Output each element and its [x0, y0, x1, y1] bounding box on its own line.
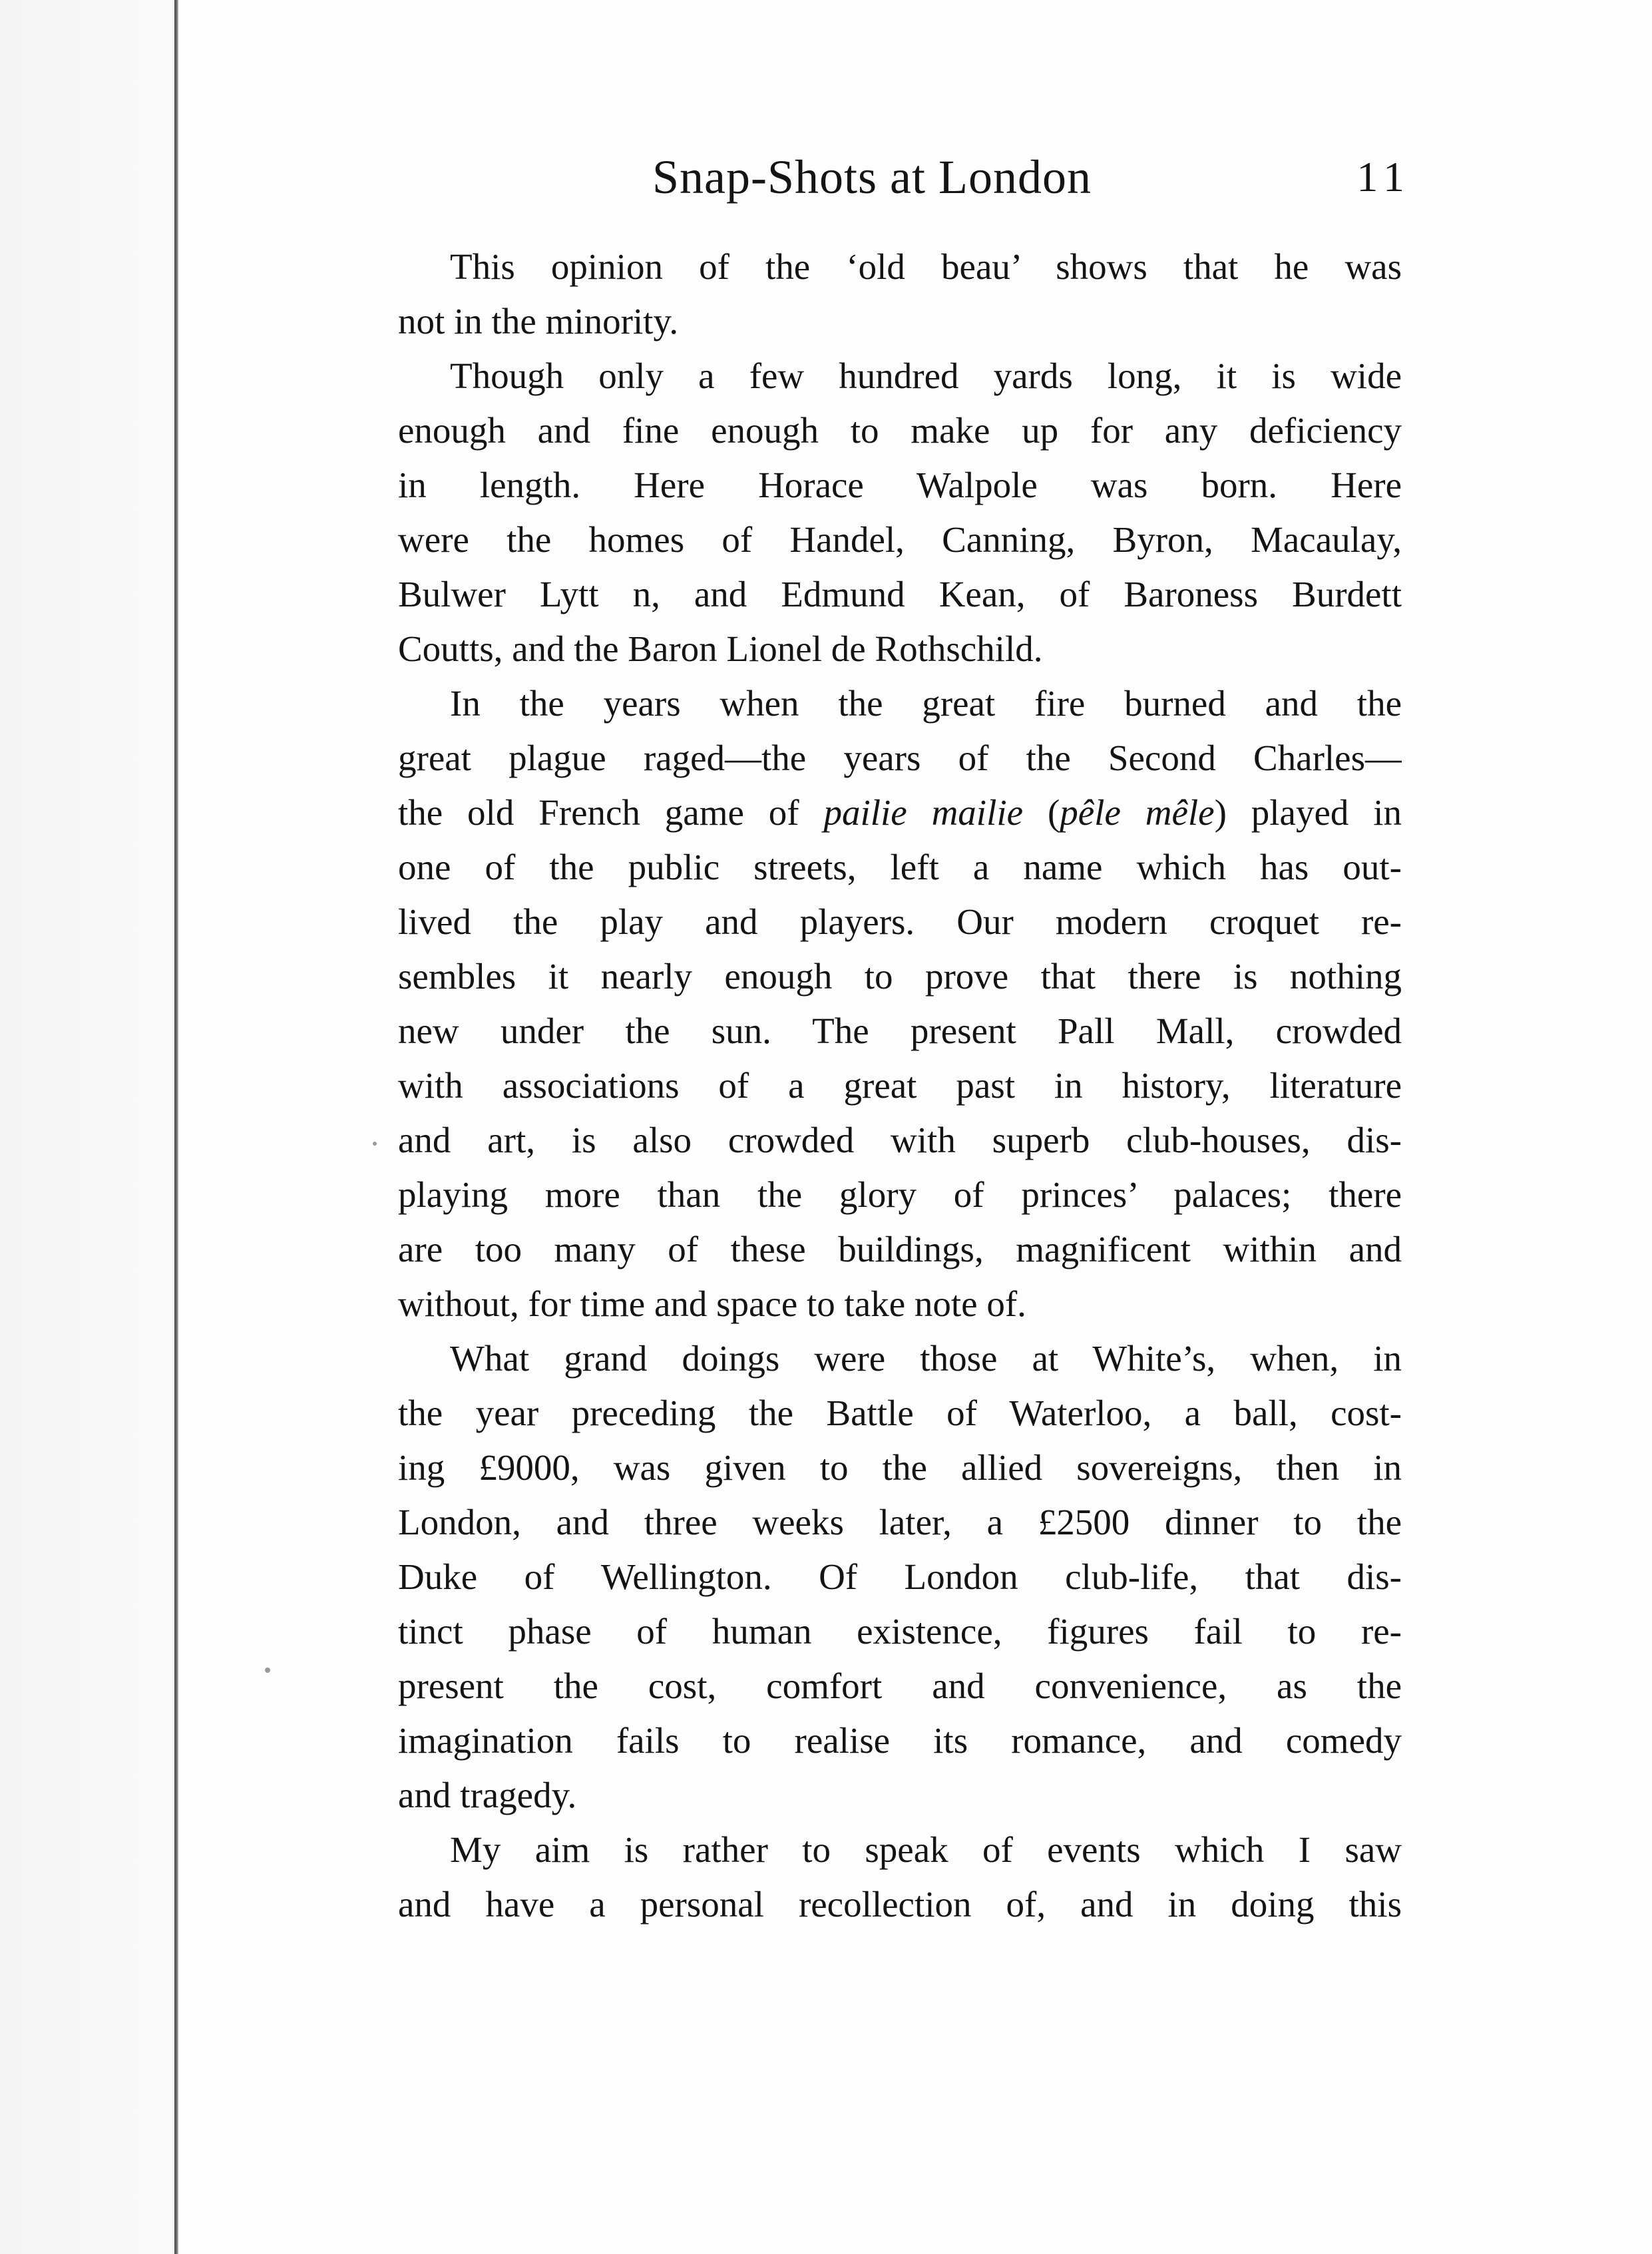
text-line: tinct phase of human existence, figures fail to re-: [398, 1611, 1402, 1652]
text-line: playing more than the glory of princes’ palaces; there: [398, 1174, 1402, 1215]
gutter-shadow: [0, 0, 174, 2254]
text-line: one of the public streets, left a name which has out-: [398, 847, 1402, 887]
text-line: This opinion of the ‘old beau’ shows that he was: [450, 246, 1402, 287]
paragraph: [398, 240, 1402, 349]
body-text: [398, 240, 1402, 1932]
paragraph: [398, 1331, 1402, 1823]
text-line: sembles it nearly enough to prove that there is nothing: [398, 956, 1402, 997]
paragraph: [398, 349, 1402, 676]
text-line: not in the minority.: [398, 301, 679, 341]
paragraph: [398, 1823, 1402, 1932]
text-line: and tragedy.: [398, 1775, 577, 1815]
italic-phrase: pêle mêle: [1060, 792, 1215, 833]
page-number: 11: [1356, 153, 1411, 200]
paper-speck: [265, 1668, 270, 1673]
text-line: Though only a few hundred yards long, it is wide: [450, 355, 1402, 396]
paragraph: [398, 676, 1402, 1331]
text-line: enough and fine enough to make up for any deficiency: [398, 410, 1402, 451]
paper-speck: [373, 1142, 377, 1146]
text-line: imagination fails to realise its romance, and comedy: [398, 1720, 1402, 1761]
text-line: are too many of these buildings, magnificent within and: [398, 1229, 1402, 1269]
text-line: Duke of Wellington. Of London club-life, that dis-: [398, 1556, 1402, 1597]
text-line: Coutts, and the Baron Lionel de Rothschild.: [398, 628, 1043, 669]
running-head: [399, 150, 1411, 210]
text-line: were the homes of Handel, Canning, Byron, Macaulay,: [398, 519, 1402, 560]
text-line: the old French game of pailie mailie (pêle mêle) played in: [398, 792, 1402, 833]
text-line: great plague raged—the years of the Second Charles—: [398, 738, 1402, 778]
text-line: What grand doings were those at White’s, when, in: [450, 1338, 1402, 1379]
text-line: ing £9000, was given to the allied sovereigns, then in: [398, 1447, 1402, 1488]
text-line: lived the play and players. Our modern croquet re-: [398, 901, 1402, 942]
text-line: without, for time and space to take note of.: [398, 1283, 1026, 1324]
text-line: London, and three weeks later, a £2500 dinner to the: [398, 1502, 1402, 1542]
text-line: new under the sun. The present Pall Mall, crowded: [398, 1011, 1402, 1051]
text-line: My aim is rather to speak of events which I saw: [450, 1829, 1402, 1870]
binding-edge: [174, 0, 178, 2254]
text-line: In the years when the great fire burned and the: [450, 683, 1402, 724]
running-title: Snap-Shots at London: [652, 150, 1092, 204]
text-line: and art, is also crowded with superb club-houses, dis-: [398, 1120, 1402, 1160]
text-line: and have a personal recollection of, and in doing this: [398, 1884, 1402, 1924]
italic-phrase: pailie mailie: [823, 792, 1024, 833]
text-line: in length. Here Horace Walpole was born. Here: [398, 465, 1402, 505]
text-line: the year preceding the Battle of Waterloo, a ball, cost-: [398, 1393, 1402, 1433]
text-line: with associations of a great past in history, literature: [398, 1065, 1402, 1106]
text-line: present the cost, comfort and convenience, as the: [398, 1666, 1402, 1706]
text-line: Bulwer Lytt n, and Edmund Kean, of Baroness Burdett: [398, 574, 1402, 614]
